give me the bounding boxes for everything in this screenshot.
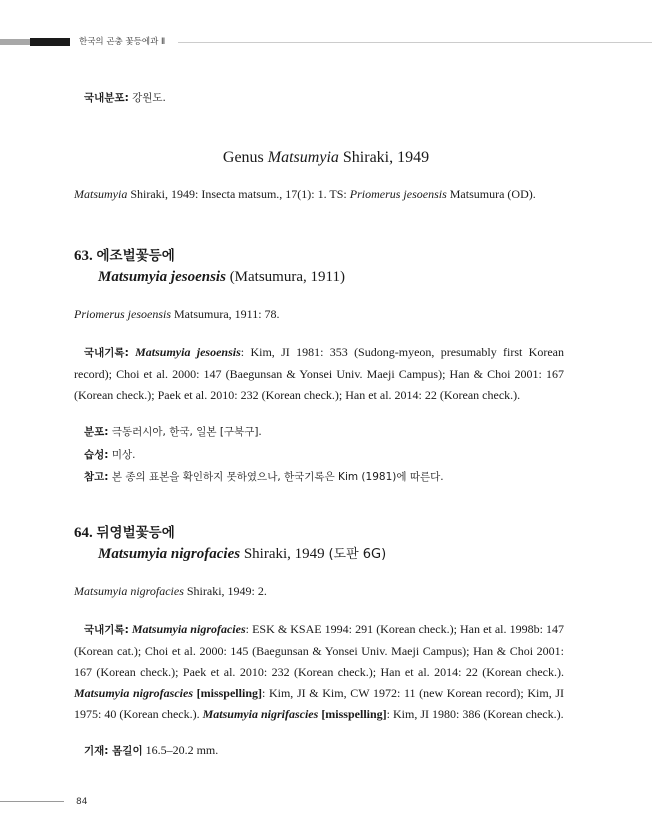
intro-distribution: 국내분포: 강원도. (84, 92, 166, 104)
distribution-63: 분포: 극동러시아, 한국, 일본 [구북구]. (84, 426, 262, 438)
species-heading-63: 63. 에조벌꽃등에 (74, 248, 175, 264)
description-64: 기재: 몸길이 16.5–20.2 mm. (84, 743, 219, 757)
species-notes-63 (84, 421, 564, 489)
species-citation-63: Priomerus jesoensis Matsumura, 1911: 78. (74, 307, 280, 321)
species-heading-64: 64. 뒤영벌꽃등에 (74, 525, 175, 541)
species-sci-name-63: Matsumyia jesoensis (Matsumura, 1911) (98, 269, 345, 285)
running-title: 한국의 곤충 꽃등에과 Ⅱ (79, 37, 166, 47)
remark-63: 참고: 본 종의 표본을 확인하지 못하였으나, 한국기록은 Kim (1981)에 따른다. (84, 471, 444, 483)
page-number: 84 (76, 797, 88, 807)
genus-heading: Genus Matsumyia Shiraki, 1949 (222, 149, 430, 166)
page-footer (0, 795, 652, 809)
header-bar-gray (0, 39, 30, 45)
korean-records-64: 국내기록: Matsumyia nigrofacies: ESK & KSAE 1994: 291 (Korean check.); Han et al. 1998b: 147 (Korean cat.); Choi et al. 2000: 145 (Baegunsan & Yonsei Univ. Maeji Campus); Han & Choi 2001: 167 (Korean check.); Paek et al. 2010: 232 (Korean check.); Han et al. 2014: 22 (Korean check.). Matsumyia nigrofascies [misspelling]: Kim, JI & Kim, CW 1972: 11 (new Korean record); Kim, JI 1975: 40 (Korean check.). Matsumyia nigrifascies [misspelling]: Kim, JI 1980: 386 (Korean check.). (74, 622, 565, 721)
running-header (0, 36, 652, 48)
habit-63: 습성: 미상. (84, 448, 136, 461)
header-rule (178, 42, 652, 43)
korean-records-63: 국내기록: Matsumyia jesoensis: Kim, JI 1981: 353 (Sudong-myeon, presumably first Korean record); Choi et al. 2000: 147 (Baegunsan & Yonsei Univ. Maeji Campus); Han & Choi 2001: 167 (Korean check.); Paek et al. 2010: 232 (Korean check.); Han et al. 2014: 22 (Korean check.). (74, 345, 564, 402)
header-bar-black (30, 38, 70, 46)
genus-citation: Matsumyia Shiraki, 1949: Insecta matsum., 17(1): 1. TS: Priomerus jesoensis Matsumura (OD). (74, 187, 536, 201)
species-sci-name-64: Matsumyia nigrofacies Shiraki, 1949 (도판 6G) (98, 546, 387, 562)
footer-rule (0, 801, 64, 802)
species-citation-64: Matsumyia nigrofacies Shiraki, 1949: 2. (74, 584, 267, 598)
